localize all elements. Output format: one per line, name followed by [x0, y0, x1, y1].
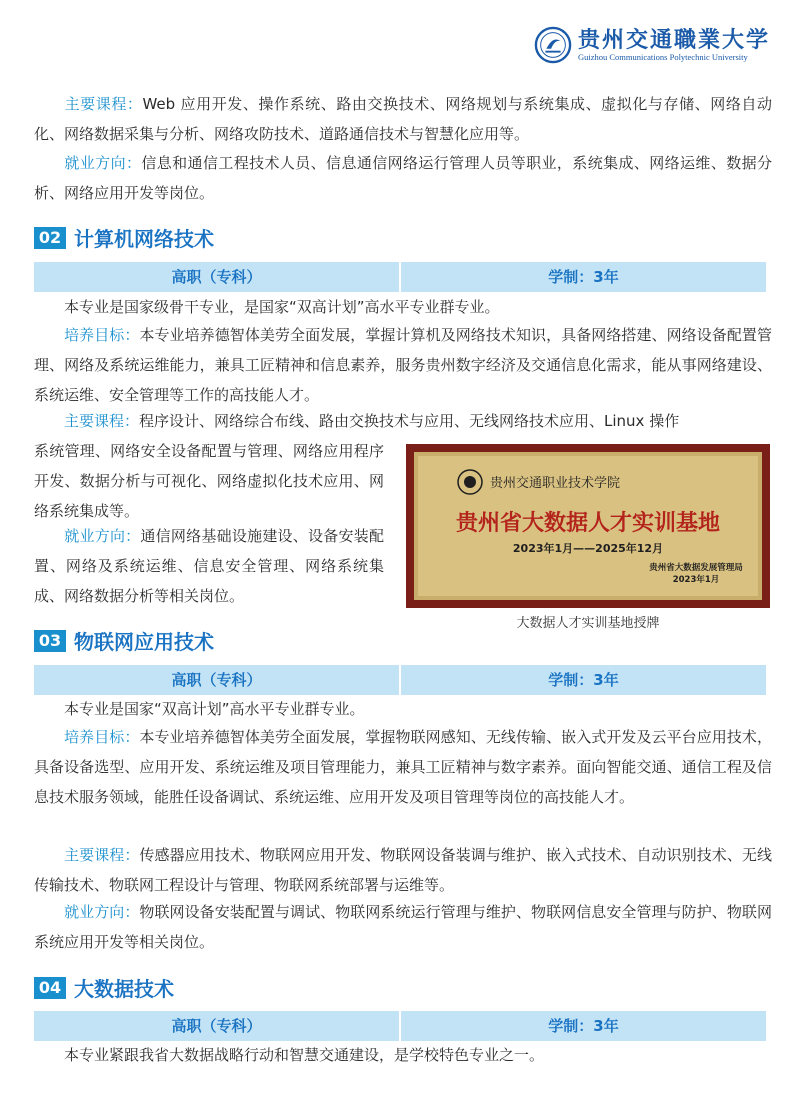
- goal-label: 培养目标：: [64, 326, 140, 344]
- jobs-text: 信息和通信工程技术人员、信息通信网络运行管理人员等职业，系统集成、网络运维、数据分析、网络应用开发等岗位。: [34, 154, 772, 202]
- section-title: 物联网应用技术: [74, 630, 214, 654]
- courses-text: 程序设计、网络综合布线、路由交换技术与应用、无线网络技术应用、Linux 操作: [139, 412, 680, 430]
- plaque-issuer: 贵州省大数据发展管理局: [649, 563, 743, 573]
- university-emblem-icon: [534, 26, 572, 64]
- courses-paragraph-line: [34, 406, 772, 436]
- program-duration: 学制：3年: [401, 665, 766, 695]
- section-heading: [34, 626, 214, 655]
- program-level: 高职（专科）: [34, 1011, 399, 1041]
- jobs-label: 就业方向：: [64, 527, 141, 545]
- program-info-band: [34, 1011, 766, 1041]
- jobs-label: 就业方向：: [64, 903, 140, 921]
- jobs-paragraph: [34, 521, 384, 611]
- section-heading: [34, 973, 174, 1002]
- summary-paragraph: [34, 292, 772, 322]
- jobs-label: 就业方向：: [64, 154, 142, 172]
- section-title: 大数据技术: [74, 977, 174, 1001]
- plaque-title: 贵州省大数据人才实训基地: [455, 510, 721, 536]
- jobs-text: 物联网设备安装配置与调试、物联网系统运行管理与维护、物联网信息安全管理与防护、物联网系统应用开发等相关岗位。: [34, 903, 772, 951]
- courses-label: 主要课程：: [64, 846, 140, 864]
- program-duration: 学制：3年: [401, 1011, 766, 1041]
- plaque-caption: 大数据人才实训基地授牌: [516, 616, 660, 631]
- courses-text: Web 应用开发、操作系统、路由交换技术、网络规划与系统集成、虚拟化与存储、网络自动化、网络数据采集与分析、网络攻防技术、道路通信技术与智慧化应用等。: [34, 95, 772, 143]
- plaque-date: 2023年1月: [672, 575, 720, 585]
- jobs-text: 通信网络基础设施建设、设备安装配置、网络及系统运维、信息安全管理、网络系统集成、网络数据分析等相关岗位。: [34, 527, 384, 605]
- training-base-plaque-photo: [406, 444, 770, 608]
- program-level: 高职（专科）: [34, 665, 399, 695]
- courses-text: 传感器应用技术、物联网应用开发、物联网设备装调与维护、嵌入式技术、自动识别技术、无线传输技术、物联网工程设计与管理、物联网系统部署与运维等。: [34, 846, 772, 894]
- courses-label: 主要课程：: [64, 95, 143, 113]
- section-number-badge: 03: [34, 630, 66, 652]
- summary-paragraph: [34, 1040, 772, 1070]
- plaque-period: 2023年1月——2025年12月: [512, 542, 664, 555]
- intro-jobs-paragraph: [34, 148, 772, 208]
- section-number-badge: 02: [34, 227, 66, 249]
- program-info-band: [34, 262, 766, 292]
- courses-paragraph: [34, 840, 772, 900]
- university-logo: [534, 26, 770, 64]
- courses-text-continued: 系统管理、网络安全设备配置与管理、网络应用程序开发、数据分析与可视化、网络虚拟化技术应用、网络系统集成等。: [34, 442, 384, 520]
- goal-label: 培养目标：: [64, 728, 140, 746]
- plaque-school-name: 贵州交通职业技术学院: [490, 476, 621, 491]
- summary-paragraph: [34, 694, 772, 724]
- logo-english-name: Guizhou Communications Polytechnic University: [577, 52, 748, 62]
- section-title: 计算机网络技术: [74, 227, 214, 251]
- summary-text: 本专业是国家“双高计划”高水平专业群专业。: [64, 700, 365, 718]
- courses-label: 主要课程：: [64, 412, 140, 430]
- program-duration: 学制：3年: [401, 262, 766, 292]
- logo-chinese-name: 贵州交通職業大学: [577, 27, 770, 53]
- program-info-band: [34, 665, 766, 695]
- summary-text: 本专业是国家级骨干专业，是国家“双高计划”高水平专业群专业。: [64, 298, 500, 316]
- section-number-badge: 04: [34, 977, 66, 999]
- jobs-paragraph: [34, 897, 772, 957]
- goal-text: 本专业培养德智体美劳全面发展，掌握计算机及网络技术知识，具备网络搭建、网络设备配置管理、网络及系统运维能力，兼具工匠精神和信息素养，服务贵州数字经济及交通信息化需求，能从事网络建设、系统运维、安全管理等工作的高技能人才。: [34, 326, 772, 404]
- section-heading: [34, 223, 214, 252]
- goal-text: 本专业培养德智体美劳全面发展，掌握物联网感知、无线传输、嵌入式开发及云平台应用技术，具备设备选型、应用开发、系统运维及项目管理能力，兼具工匠精神与数字素养。面向智能交通、通信工程及信息技术服务领域，能胜任设备调试、系统运维、应用开发及项目管理等岗位的高技能人才。: [34, 728, 772, 806]
- summary-text: 本专业紧跟我省大数据战略行动和智慧交通建设，是学校特色专业之一。: [64, 1046, 545, 1064]
- program-level: 高职（专科）: [34, 262, 399, 292]
- goal-paragraph: [34, 320, 772, 410]
- goal-paragraph: [34, 722, 772, 812]
- courses-paragraph-wrap: [34, 436, 384, 526]
- intro-courses-paragraph: [34, 89, 772, 149]
